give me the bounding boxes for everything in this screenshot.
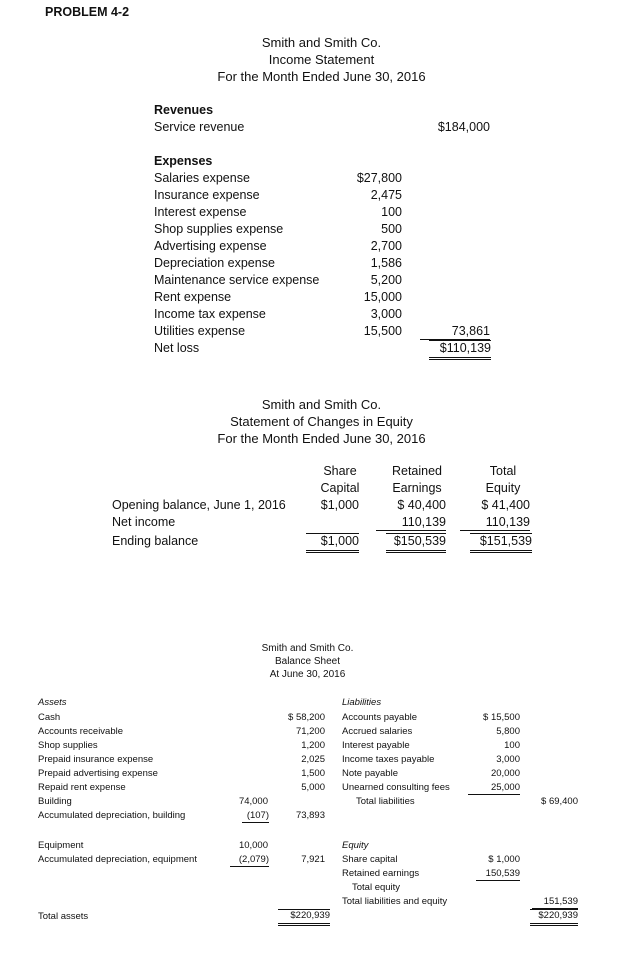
liability-value: 100 [504,740,520,751]
expense-label: Interest expense [154,205,247,219]
ce-retained-value: $ 40,400 [397,498,446,512]
ce-title: Statement of Changes in Equity [230,414,413,429]
expense-label: Utilities expense [154,324,246,338]
expense-label: Shop supplies expense [154,222,284,236]
col-total-header-2: Equity [485,481,521,495]
liability-label: Interest payable [342,740,410,751]
liability-label: Accounts payable [342,712,417,723]
accum-dep-equipment-value: (2,079) [230,855,269,867]
asset-value: 1,500 [301,768,325,779]
liability-value: 25,000 [468,783,520,795]
expense-value: 2,700 [370,239,402,253]
share-capital-value: $ 1,000 [488,854,520,865]
liability-value: 20,000 [490,768,520,779]
col-share-header: Share [323,464,357,478]
total-liab-equity-value: $220,939 [530,909,578,926]
ce-row-label: Opening balance, June 1, 2016 [112,498,286,512]
bs-date: At June 30, 2016 [269,669,346,680]
asset-value: 5,000 [301,782,325,793]
ce-share-value: $1,000 [306,533,359,553]
ce-retained-value: 110,139 [376,516,446,531]
share-capital-label: Share capital [342,854,398,865]
service-revenue-label: Service revenue [154,120,245,134]
accum-dep-equipment-label: Accumulated depreciation, equipment [38,854,197,865]
is-period: For the Month Ended June 30, 2016 [217,69,426,84]
liability-value: 5,800 [496,726,520,737]
asset-value: 2,025 [301,754,325,765]
ce-total-value: $ 41,400 [481,498,530,512]
asset-label: Accounts receivable [38,726,124,737]
ce-share-value: $1,000 [320,498,359,512]
expense-value: 1,586 [370,256,402,270]
problem-title: PROBLEM 4-2 [45,5,130,19]
expense-value: 2,475 [370,188,402,202]
accum-dep-building-value: (107) [242,811,269,823]
asset-label: Prepaid insurance expense [38,754,154,765]
expense-label: Salaries expense [154,171,250,185]
asset-label: Repaid rent expense [38,782,126,793]
expense-value: 100 [381,205,402,219]
total-equity-value: 151,539 [532,897,578,909]
ce-total-value: 110,139 [460,516,530,531]
liability-label: Note payable [342,768,398,779]
total-liabilities-label: Total liabilities [356,796,415,807]
expenses-heading: Expenses [154,154,213,168]
equipment-value: 10,000 [238,840,268,851]
building-label: Building [38,796,72,807]
assets-heading: Assets [38,697,67,708]
building-net-value: 73,893 [295,810,325,821]
bs-title: Balance Sheet [274,656,341,667]
col-retained-header-2: Earnings [392,481,442,495]
asset-label: Cash [38,712,61,723]
net-loss-label: Net loss [154,341,200,355]
liability-label: Unearned consulting fees [342,782,450,793]
total-equity-label: Total equity [352,882,401,893]
equipment-label: Equipment [38,840,84,851]
accum-dep-building-label: Accumulated depreciation, building [38,810,186,821]
expense-value: 5,200 [370,273,402,287]
net-loss-value: $110,139 [429,340,491,360]
ce-row-label: Ending balance [112,534,199,548]
expense-label: Rent expense [154,290,232,304]
is-company: Smith and Smith Co. [261,35,382,50]
asset-label: Shop supplies [38,740,98,751]
asset-label: Prepaid advertising expense [38,768,158,779]
equity-heading: Equity [342,840,369,851]
liability-value: $ 15,500 [483,712,520,723]
expense-label: Income tax expense [154,307,266,321]
ce-period: For the Month Ended June 30, 2016 [217,431,426,446]
expense-label: Advertising expense [154,239,267,253]
expense-value: $27,800 [356,171,402,185]
total-expenses: 73,861 [420,325,490,340]
revenues-heading: Revenues [154,103,214,117]
total-liab-equity-label: Total liabilities and equity [342,896,448,907]
expense-label: Depreciation expense [154,256,275,270]
ce-row-label: Net income [112,515,176,529]
liability-label: Accrued salaries [342,726,413,737]
retained-earnings-value: 150,539 [476,869,520,881]
asset-value: $ 58,200 [288,712,325,723]
expense-label: Maintenance service expense [154,273,320,287]
expense-value: 15,500 [363,324,402,338]
retained-earnings-label: Retained earnings [342,868,420,879]
total-assets-value: $220,939 [278,909,330,926]
liability-label: Income taxes payable [342,754,435,765]
liability-value: 3,000 [496,754,520,765]
total-assets-label: Total assets [38,911,89,922]
total-liabilities-value: $ 69,400 [541,796,578,807]
asset-value: 71,200 [295,726,325,737]
col-share-header-2: Capital [320,481,360,495]
service-revenue-value: $184,000 [437,120,490,134]
expense-value: 15,000 [363,290,402,304]
ce-total-value: $151,539 [470,533,532,553]
building-value: 74,000 [238,796,268,807]
ce-company: Smith and Smith Co. [261,397,382,412]
expense-label: Insurance expense [154,188,260,202]
expense-value: 3,000 [370,307,402,321]
col-total-header: Total [489,464,517,478]
expense-value: 500 [381,222,402,236]
bs-company: Smith and Smith Co. [261,643,354,654]
ce-retained-value: $150,539 [386,533,446,553]
liabilities-heading: Liabilities [342,697,382,708]
equipment-net-value: 7,921 [301,854,325,865]
asset-value: 1,200 [301,740,325,751]
is-title: Income Statement [268,52,375,67]
col-retained-header: Retained [391,464,443,478]
